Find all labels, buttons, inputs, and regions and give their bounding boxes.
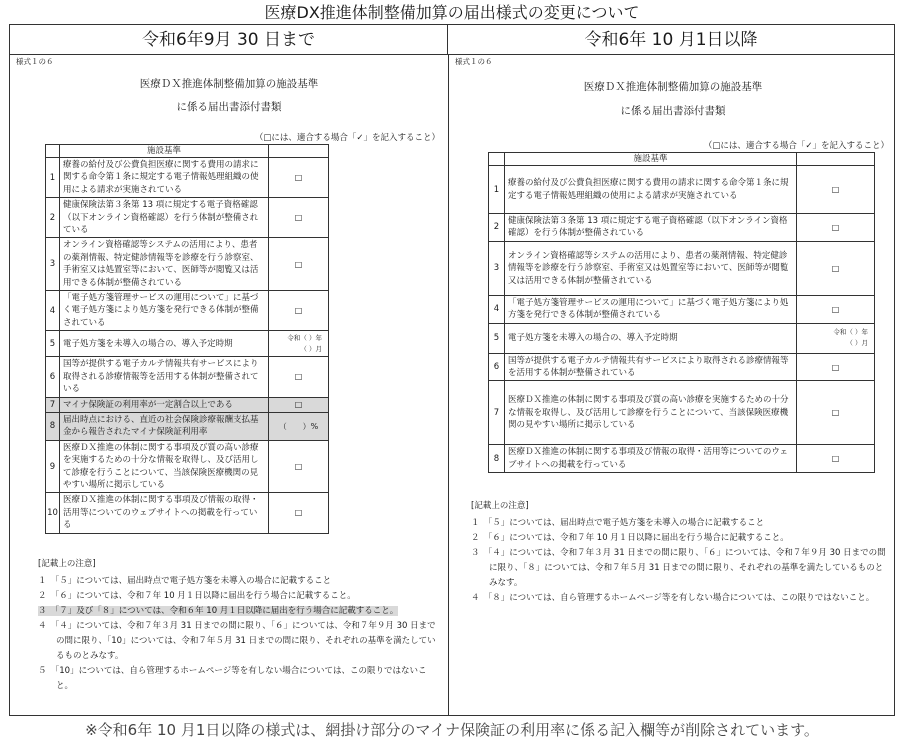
checkbox[interactable]: □ xyxy=(797,353,875,381)
criteria-text: 健康保険法第３条第 13 項に規定する電子資格確認（以下オンライン資格確認）を行う体制が整備されている xyxy=(505,214,797,242)
note-text: ４ 「８」については、自ら管理するホームページ等を有しない場合については、この限りではないこと。 xyxy=(471,593,875,604)
planned-month-field[interactable]: （ ）月 xyxy=(300,344,322,353)
left-form-panel xyxy=(16,56,442,694)
checkbox[interactable]: □ xyxy=(269,440,329,493)
row-number: 3 xyxy=(46,238,60,291)
table-row xyxy=(46,291,329,331)
row-number: 4 xyxy=(489,295,505,323)
planned-month-field[interactable]: （ ）月 xyxy=(846,339,868,348)
criteria-text: オンライン資格確認等システムの活用により、患者の薬剤情報、特定健診情報等を診療を行う診察室、手術室又は処置室等において、医師等が閲覧又は活用できる体制が整備されている xyxy=(60,238,269,291)
row-number: 6 xyxy=(46,357,60,397)
row-number: 4 xyxy=(46,291,60,331)
notes-list xyxy=(38,574,438,694)
form-title-line-2: に係る届出書添付書類 xyxy=(176,101,282,113)
note-item xyxy=(38,619,438,664)
form-number: 様式１の６ xyxy=(455,57,493,66)
form-title-line-1: 医療ＤＸ推進体制整備加算の施設基準 xyxy=(139,78,319,90)
criteria-text: 医療ＤＸ推進の体制に関する事項及び質の高い診療を実施するための十分な情報を取得し、及び活用して診療を行うことについて、当該保険医療機関の見やすい場所に掲示している xyxy=(505,381,797,445)
form-title-line-2: に係る届出書添付書類 xyxy=(620,105,726,117)
header-blank-cell xyxy=(489,153,505,166)
note-text: ５ 「10」については、自ら管理するホームページ等を有しない場合については、この限りではないこと。 xyxy=(38,665,427,691)
planned-year-field[interactable]: 令和（ ）年 xyxy=(833,328,868,337)
note-item xyxy=(38,589,438,604)
row-number: 6 xyxy=(489,353,505,381)
table-row xyxy=(46,412,329,440)
note-text: ２ 「６」については、令和７年 10 月１日以降に届出を行う場合に記載すること。 xyxy=(471,533,789,544)
table-row xyxy=(489,241,875,295)
row-number: 2 xyxy=(46,198,60,238)
checkbox[interactable]: □ xyxy=(797,166,875,214)
criteria-text: 健康保険法第３条第 13 項に規定する電子資格確認（以下オンライン資格確認）を行う体制が整備されている xyxy=(60,198,269,238)
checkbox-instruction: （□には、適合する場合「✓」を記入すること） xyxy=(254,133,440,143)
row-number: 5 xyxy=(46,331,60,357)
comparison-frame xyxy=(9,24,895,716)
criteria-table xyxy=(488,152,875,473)
checkbox-instruction: （□には、適合する場合「✓」を記入すること） xyxy=(703,141,889,151)
table-row xyxy=(46,357,329,397)
note-text: ４ 「４」については、令和７年３月 31 日までの間に限り、「６」については、令和７年９月 30 日までの間に限り、「10」については、令和７年５月 31 日までの間に限り、それぞれの基準を満たしているものとみなす。 xyxy=(38,620,436,661)
criteria-header-row xyxy=(46,145,329,158)
left-column-header: 令和6年9月 30 日まで xyxy=(10,25,448,55)
note-item xyxy=(38,664,438,694)
row-number: 1 xyxy=(489,166,505,214)
row-number: 9 xyxy=(46,440,60,493)
notes-list xyxy=(471,516,887,606)
note-text: １ 「５」については、届出時点で電子処方箋を未導入の場合に記載すること xyxy=(471,518,765,529)
criteria-text: 療養の給付及び公費負担医療に関する費用の請求に関する命令第１条に規定する電子情報処理組織の使用による請求が実施されている xyxy=(60,158,269,198)
table-row xyxy=(46,397,329,412)
criteria-text: 届出時点における、直近の社会保険診療報酬支払基金から報告されたマイナ保険証利用率 xyxy=(60,412,269,440)
row-number: 8 xyxy=(489,445,505,473)
row-number: 2 xyxy=(489,214,505,242)
checkbox[interactable]: □ xyxy=(797,381,875,445)
note-item xyxy=(471,516,887,531)
row-number: 1 xyxy=(46,158,60,198)
criteria-text: 「電子処方箋管理サービスの運用について」に基づく電子処方箋により処方箋を発行できる体制が整備されている xyxy=(505,295,797,323)
criteria-text: 電子処方箋を未導入の場合の、導入予定時期 xyxy=(505,323,797,353)
form-number: 様式１の６ xyxy=(16,57,54,66)
note-text: １ 「５」については、届出時点で電子処方箋を未導入の場合に記載すること xyxy=(38,575,332,586)
row-number: 7 xyxy=(489,381,505,445)
header-blank-cell xyxy=(269,145,329,158)
planned-year-field[interactable]: 令和（ ）年 xyxy=(287,333,322,342)
notes-section xyxy=(16,557,442,694)
notes-title: [記載上の注意] xyxy=(471,501,529,512)
criteria-text: 医療ＤＸ推進の体制に関する事項及び質の高い診療を実施するための十分な情報を取得し、及び活用して診療を行うことについて、当該保険医療機関の見やすい場所に掲示している xyxy=(60,440,269,493)
criteria-column-header: 施設基準 xyxy=(60,145,269,158)
note-item xyxy=(38,574,438,589)
notes-title: [記載上の注意] xyxy=(38,558,96,569)
checkbox[interactable]: □ xyxy=(269,357,329,397)
table-row xyxy=(46,440,329,493)
criteria-text: 電子処方箋を未導入の場合の、導入予定時期 xyxy=(60,331,269,357)
table-row xyxy=(489,295,875,323)
table-row xyxy=(489,445,875,473)
row-number: 3 xyxy=(489,241,505,295)
criteria-text: オンライン資格確認等システムの活用により、患者の薬剤情報、特定健診情報等を診療を行う診察室、手術室又は処置室等において、医師等が閲覧又は活用できる体制が整備されている xyxy=(505,241,797,295)
criteria-table-body xyxy=(46,145,329,534)
criteria-text: 医療ＤＸ推進の体制に関する事項及び情報の取得・活用等についてのウェブサイトへの掲載を行っている xyxy=(60,493,269,533)
row-number: 8 xyxy=(46,412,60,440)
header-blank-cell xyxy=(46,145,60,158)
checkbox[interactable]: □ xyxy=(269,397,329,412)
criteria-header-row xyxy=(489,153,875,166)
note-text: ３ 「７」及び「８」については、令和６年 10 月１日以降に届出を行う場合に記載すること。 xyxy=(38,605,399,616)
table-row xyxy=(46,158,329,198)
row-number: 5 xyxy=(489,323,505,353)
checkbox[interactable]: □ xyxy=(797,241,875,295)
right-form-panel xyxy=(455,56,891,606)
notes-section xyxy=(455,499,891,606)
table-row xyxy=(489,381,875,445)
right-column-header: 令和6年 10 月1日以降 xyxy=(448,25,894,55)
column-divider xyxy=(448,55,449,715)
row-number: 7 xyxy=(46,397,60,412)
header-blank-cell xyxy=(797,153,875,166)
checkbox[interactable]: □ xyxy=(269,291,329,331)
row-number: 10 xyxy=(46,493,60,533)
table-row xyxy=(46,493,329,533)
checkbox[interactable]: □ xyxy=(797,295,875,323)
criteria-table xyxy=(45,144,329,534)
checkbox[interactable]: □ xyxy=(269,238,329,291)
footer-note: ※令和6年 10 月1日以降の様式は、網掛け部分のマイナ保険証の利用率に係る記入欄等が削除されています。 xyxy=(85,721,819,739)
criteria-text: 国等が提供する電子カルテ情報共有サービスにより取得される診療情報等を活用する体制が整備されている xyxy=(60,357,269,397)
criteria-text: 医療ＤＸ推進の体制に関する事項及び情報の取得・活用等についてのウェブサイトへの掲載を行っている xyxy=(505,445,797,473)
percent-field[interactable]: （ ）% xyxy=(269,412,329,440)
criteria-column-header: 施設基準 xyxy=(505,153,797,166)
criteria-text: 療養の給付及び公費負担医療に関する費用の請求に関する命令第１条に規定する電子情報処理組織の使用による請求が実施されている xyxy=(505,166,797,214)
checkbox[interactable]: □ xyxy=(269,198,329,238)
page-title: 医療DX推進体制整備加算の届出様式の変更について xyxy=(264,3,640,22)
table-row xyxy=(489,323,875,353)
table-row xyxy=(489,353,875,381)
note-text: ３ 「４」については、令和７年３月 31 日までの間に限り、「６」については、令和７年９月 30 日までの間に限り、「８」については、令和７年５月 31 日までの間に限り、それぞれの基準を満たしているものとみなす。 xyxy=(471,548,886,589)
criteria-table-body xyxy=(489,153,875,473)
note-item xyxy=(38,604,438,619)
table-row xyxy=(489,166,875,214)
check-cell[interactable] xyxy=(269,331,329,357)
table-row xyxy=(489,214,875,242)
check-cell[interactable] xyxy=(797,323,875,353)
note-item xyxy=(471,531,887,546)
criteria-text: マイナ保険証の利用率が一定割合以上である xyxy=(60,397,269,412)
table-row xyxy=(46,238,329,291)
criteria-text: 「電子処方箋管理サービスの運用について」に基づく電子処方箋により処方箋を発行できる体制が整備されている xyxy=(60,291,269,331)
form-title-line-1: 医療ＤＸ推進体制整備加算の施設基準 xyxy=(583,81,763,93)
note-text: ２ 「６」については、令和７年 10 月１日以降に届出を行う場合に記載すること。 xyxy=(38,590,356,601)
checkbox[interactable]: □ xyxy=(797,445,875,473)
checkbox[interactable]: □ xyxy=(797,214,875,242)
note-item xyxy=(471,546,887,591)
table-row xyxy=(46,198,329,238)
criteria-text: 国等が提供する電子カルテ情報共有サービスにより取得される診療情報等を活用する体制が整備されている xyxy=(505,353,797,381)
note-item xyxy=(471,591,887,606)
checkbox[interactable]: □ xyxy=(269,158,329,198)
checkbox[interactable]: □ xyxy=(269,493,329,533)
table-row xyxy=(46,331,329,357)
